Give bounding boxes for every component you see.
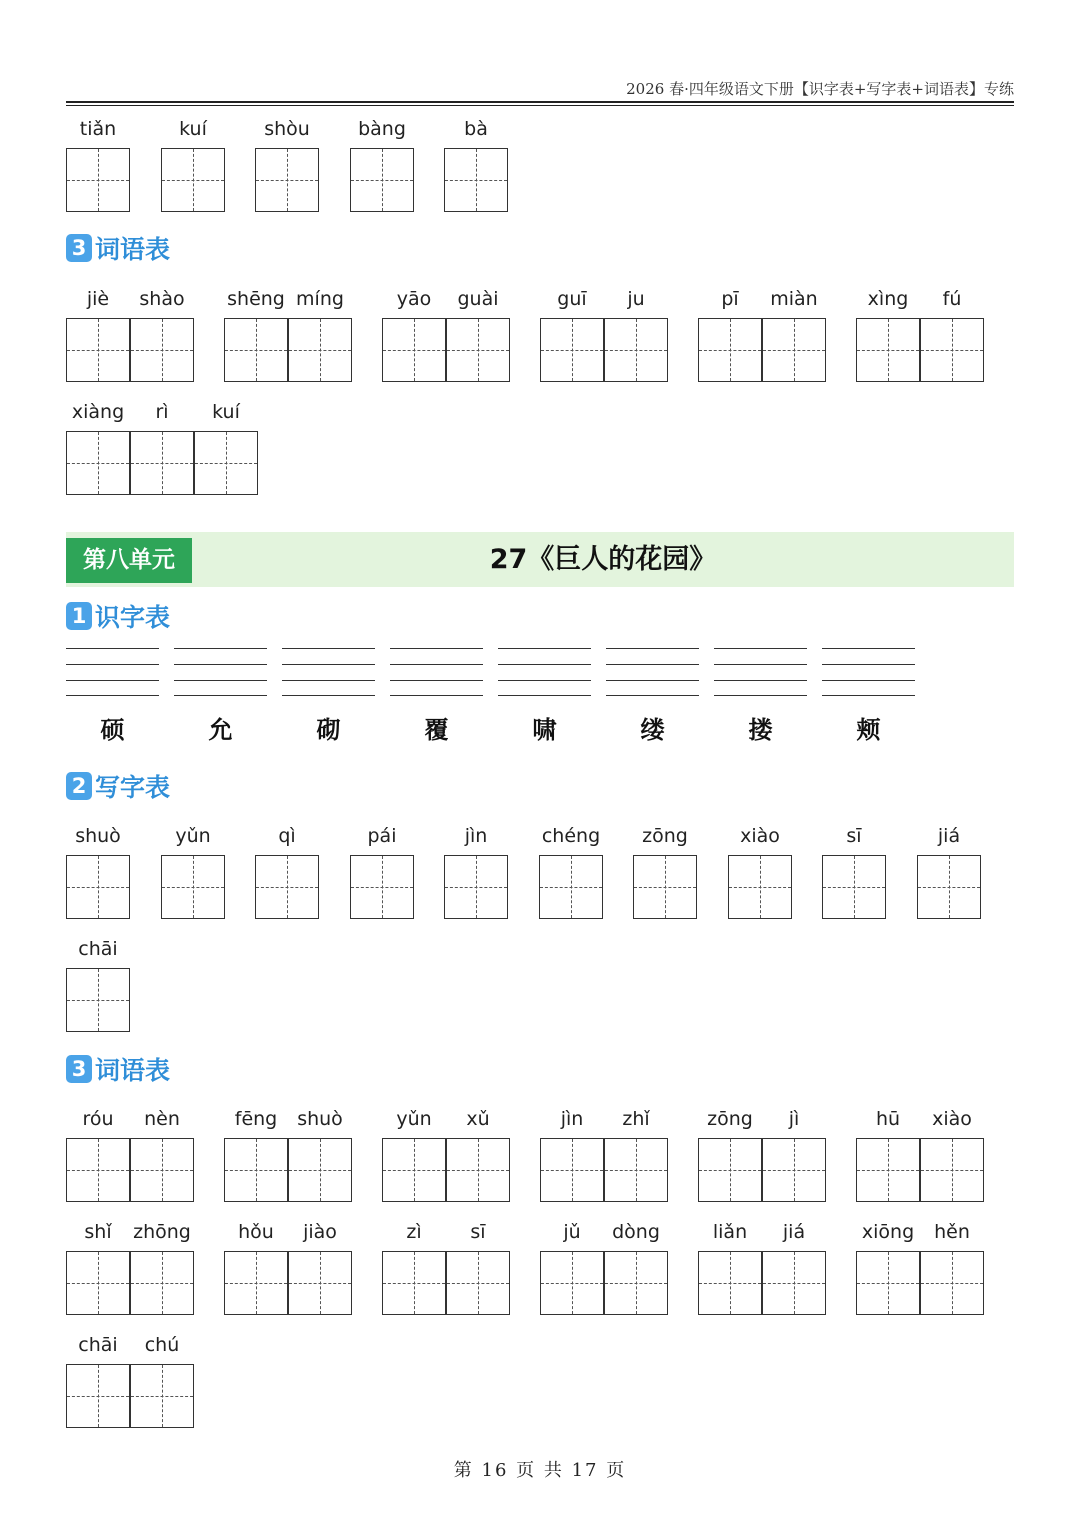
pinyin-label: jǔ [563,1221,581,1243]
tianzige-box[interactable] [444,855,508,919]
section-title-write [66,769,170,803]
pinyin-label: jiào [303,1221,337,1243]
writing-line [498,695,591,696]
section-title-words-prev [66,231,170,265]
header-rule-thin [66,105,1014,106]
section-number: 2 [66,772,92,800]
pinyin-label: zhǐ [622,1108,650,1130]
page-footer: 第 16 页 共 17 页 [453,1460,627,1481]
pinyin-label: jìn [560,1108,584,1130]
pinyin-label: fēng [234,1108,278,1130]
tianzige-box[interactable] [540,1251,604,1315]
pinyin-label: guī [557,288,587,310]
pinyin-label: shuò [75,825,121,847]
pinyin-label: hǒu [238,1221,274,1243]
tianzige-box[interactable] [382,318,446,382]
tianzige-box[interactable] [856,1251,920,1315]
tianzige-box[interactable] [920,1138,984,1202]
writing-line [174,680,267,681]
pinyin-label: míng [296,288,344,310]
tianzige-box[interactable] [288,1251,352,1315]
tianzige-box[interactable] [920,318,984,382]
section-label: 词语表 [95,235,171,264]
writing-line [498,664,591,665]
tianzige-box[interactable] [66,148,130,212]
tianzige-box[interactable] [224,1251,288,1315]
pinyin-label: dòng [612,1221,660,1243]
unit-banner [66,532,1014,587]
pinyin-label: liǎn [712,1221,748,1243]
tianzige-box[interactable] [161,148,225,212]
pinyin-label: sī [470,1221,486,1243]
tianzige-box[interactable] [288,318,352,382]
pinyin-label: ju [627,288,645,310]
writing-line [606,695,699,696]
section-label: 写字表 [95,773,171,802]
tianzige-box[interactable] [382,1138,446,1202]
writing-line [714,664,807,665]
writing-line [714,680,807,681]
tianzige-box[interactable] [762,1251,826,1315]
pinyin-label: jiá [937,825,961,847]
page-header: 2026 春·四年级语文下册【识字表+写字表+词语表】专练 [626,80,1014,98]
writing-line [174,695,267,696]
unit-tag: 第八单元 [66,538,192,583]
pinyin-label: hū [875,1108,901,1130]
writing-line [822,664,915,665]
pinyin-label: miàn [770,288,818,310]
recognize-char: 硕 [100,715,125,744]
pinyin-label: xiào [740,825,780,847]
writing-line [714,695,807,696]
tianzige-box[interactable] [446,1251,510,1315]
tianzige-box[interactable] [224,318,288,382]
writing-line [822,648,915,649]
tianzige-box[interactable] [917,855,981,919]
writing-line [282,680,375,681]
pinyin-label: jìn [464,825,488,847]
pinyin-label: róu [82,1108,114,1130]
tianzige-box[interactable] [604,318,668,382]
pinyin-label: kuí [179,118,207,140]
pinyin-label: qì [278,825,296,847]
pinyin-label: shēng [227,288,285,310]
writing-line [498,680,591,681]
section-title-recognize [66,599,170,633]
tianzige-box[interactable] [762,318,826,382]
tianzige-box[interactable] [822,855,886,919]
tianzige-box[interactable] [633,855,697,919]
section-title-words [66,1052,170,1086]
writing-line [822,680,915,681]
tianzige-box[interactable] [66,1138,130,1202]
writing-line [390,648,483,649]
tianzige-box[interactable] [130,1251,194,1315]
writing-line [606,648,699,649]
tianzige-box[interactable] [698,318,762,382]
pinyin-label: pī [721,288,739,310]
recognize-char: 缕 [640,715,665,744]
tianzige-box[interactable] [66,968,130,1032]
tianzige-box[interactable] [444,148,508,212]
pinyin-label: bàng [358,118,406,140]
writing-line [606,664,699,665]
pinyin-label: chāi [78,1334,118,1356]
pinyin-label: shǐ [84,1221,112,1243]
tianzige-box[interactable] [66,1364,130,1428]
pinyin-label: rì [155,401,169,423]
writing-line [498,648,591,649]
writing-line [66,648,159,649]
pinyin-label: guài [457,288,499,310]
recognize-char: 允 [208,715,233,744]
writing-line [606,680,699,681]
pinyin-label: nèn [144,1108,180,1130]
tianzige-box[interactable] [161,855,225,919]
tianzige-box[interactable] [539,855,603,919]
tianzige-box[interactable] [194,431,258,495]
writing-line [174,664,267,665]
tianzige-box[interactable] [604,1138,668,1202]
tianzige-box[interactable] [130,431,194,495]
section-number: 3 [66,234,92,262]
pinyin-label: zì [406,1221,422,1243]
tianzige-box[interactable] [66,1251,130,1315]
pinyin-label: xiàng [71,401,125,423]
pinyin-label: tiǎn [79,118,117,140]
recognize-char: 搂 [748,715,773,744]
recognize-char: 颊 [856,715,881,744]
pinyin-label: jì [788,1108,800,1130]
pinyin-label: zōng [707,1108,753,1130]
writing-line [390,695,483,696]
writing-line [282,695,375,696]
pinyin-label: pái [367,825,397,847]
tianzige-box[interactable] [856,1138,920,1202]
pinyin-label: hěn [934,1221,970,1243]
pinyin-label: jiá [782,1221,806,1243]
writing-line [282,648,375,649]
writing-line [390,680,483,681]
tianzige-box[interactable] [66,318,130,382]
tianzige-box[interactable] [446,1138,510,1202]
tianzige-box[interactable] [762,1138,826,1202]
tianzige-box[interactable] [698,1251,762,1315]
tianzige-box[interactable] [224,1138,288,1202]
recognize-char: 砌 [316,715,341,744]
tianzige-box[interactable] [255,855,319,919]
tianzige-box[interactable] [698,1138,762,1202]
pinyin-label: chéng [541,825,601,847]
tianzige-box[interactable] [130,1138,194,1202]
writing-line [66,680,159,681]
pinyin-label: yǔn [175,825,211,847]
pinyin-label: zōng [642,825,688,847]
writing-line [822,695,915,696]
writing-line [282,664,375,665]
tianzige-box[interactable] [255,148,319,212]
tianzige-box[interactable] [920,1251,984,1315]
pinyin-label: zhōng [133,1221,191,1243]
tianzige-box[interactable] [350,855,414,919]
header-rule [66,101,1014,103]
tianzige-box[interactable] [540,318,604,382]
pinyin-label: sī [846,825,862,847]
writing-line [714,648,807,649]
pinyin-label: shào [139,288,185,310]
section-label: 识字表 [95,603,171,632]
recognize-char: 啸 [532,715,557,744]
writing-line [66,664,159,665]
writing-line [174,648,267,649]
pinyin-label: jiè [86,288,110,310]
tianzige-box[interactable] [604,1251,668,1315]
tianzige-box[interactable] [66,855,130,919]
lesson-title: 27《巨人的花园》 [489,544,717,575]
pinyin-label: bà [464,118,488,140]
writing-line [390,664,483,665]
pinyin-label: xìng [867,288,909,310]
pinyin-label: chú [144,1334,180,1356]
pinyin-label: shuò [297,1108,343,1130]
pinyin-label: yāo [396,288,432,310]
tianzige-box[interactable] [856,318,920,382]
tianzige-box[interactable] [382,1251,446,1315]
tianzige-box[interactable] [288,1138,352,1202]
tianzige-box[interactable] [130,318,194,382]
pinyin-label: xiào [932,1108,972,1130]
pinyin-label: kuí [212,401,240,423]
tianzige-box[interactable] [446,318,510,382]
tianzige-box[interactable] [728,855,792,919]
pinyin-label: shòu [264,118,310,140]
pinyin-label: xiōng [861,1221,915,1243]
section-number: 3 [66,1055,92,1083]
tianzige-box[interactable] [350,148,414,212]
tianzige-box[interactable] [540,1138,604,1202]
pinyin-label: yǔn [396,1108,432,1130]
writing-line [66,695,159,696]
pinyin-label: xǔ [466,1108,490,1130]
tianzige-box[interactable] [130,1364,194,1428]
recognize-char: 覆 [424,715,449,744]
pinyin-label: fú [942,288,962,310]
section-label: 词语表 [95,1056,171,1085]
tianzige-box[interactable] [66,431,130,495]
pinyin-label: chāi [78,938,118,960]
section-number: 1 [66,602,92,630]
